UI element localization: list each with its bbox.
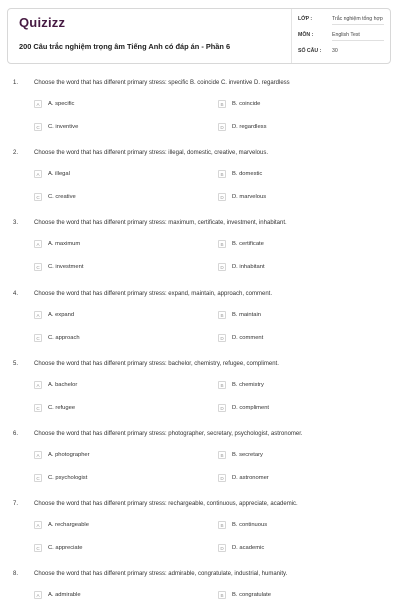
question-number: 5.	[13, 360, 19, 367]
answer-checkbox[interactable]: D	[218, 544, 226, 552]
answer-label: B. chemistry	[232, 381, 264, 388]
answer-label: C. psychologist	[48, 475, 88, 481]
answer-label: A. bachelor	[48, 381, 78, 388]
answer-checkbox[interactable]: B	[218, 451, 226, 459]
answer-label: B. certificate	[232, 241, 264, 248]
answer-checkbox[interactable]: B	[218, 311, 226, 319]
answer-label: D. astronomer	[232, 475, 269, 481]
answer-checkbox[interactable]: B	[218, 170, 226, 178]
answer-label: B. domestic	[232, 171, 263, 178]
question-number: 1.	[13, 80, 19, 86]
answer-label: B. coincide	[232, 101, 261, 107]
answer-label: B. maintain	[232, 311, 261, 318]
answer-label: A. expand	[48, 311, 75, 318]
answer-label: D. regardless	[232, 124, 267, 130]
answer-label: C. approach	[48, 334, 80, 341]
answer-checkbox[interactable]: B	[218, 521, 226, 529]
answer-checkbox[interactable]: A	[34, 451, 42, 459]
question-number: 6.	[13, 431, 19, 437]
answer-label: D. marvelous	[232, 194, 267, 201]
answer-checkbox[interactable]: A	[34, 240, 42, 248]
answer-label: C. inventive	[48, 124, 79, 130]
answer-label: A. photographer	[48, 452, 90, 458]
question-text: Choose the word that has different primary stress: rechargeable, continuous, appreciate, academic.	[34, 501, 298, 508]
answer-checkbox[interactable]: D	[218, 474, 226, 482]
answer-checkbox[interactable]: B	[218, 100, 226, 108]
answer-checkbox[interactable]: B	[218, 591, 226, 599]
answer-checkbox[interactable]: C	[34, 334, 42, 342]
answer-label: D. inhabitant	[232, 264, 265, 271]
answer-checkbox[interactable]: B	[218, 240, 226, 248]
answer-checkbox[interactable]: A	[34, 521, 42, 529]
answer-checkbox[interactable]: C	[34, 123, 42, 131]
meta-underline	[332, 40, 384, 41]
question-text: Choose the word that has different primary stress: admirable, congratulate, industrial, humanity.	[34, 571, 288, 578]
answer-label: D. comment	[232, 334, 264, 341]
question-text: Choose the word that has different primary stress: maximum, certificate, investment, inhabitant.	[34, 220, 287, 227]
meta-subject-value: English Test	[332, 32, 360, 38]
question-number: 7.	[13, 501, 19, 508]
answer-checkbox[interactable]: A	[34, 591, 42, 599]
meta-underline	[332, 24, 384, 25]
meta-count-value: 30	[332, 48, 338, 54]
answer-label: C. creative	[48, 194, 76, 201]
answer-checkbox[interactable]: A	[34, 381, 42, 389]
answer-label: D. academic	[232, 545, 265, 552]
header-divider	[291, 9, 292, 63]
question-text: Choose the word that has different primary stress: expand, maintain, approach, comment.	[34, 290, 273, 297]
answer-label: B. continuous	[232, 522, 268, 529]
answer-checkbox[interactable]: B	[218, 381, 226, 389]
answer-checkbox[interactable]: D	[218, 263, 226, 271]
answer-label: B. congratulate	[232, 592, 271, 599]
answer-label: A. illegal	[48, 171, 70, 178]
answer-checkbox[interactable]: D	[218, 123, 226, 131]
answer-checkbox[interactable]: C	[34, 193, 42, 201]
worksheet-header	[7, 8, 391, 64]
answer-checkbox[interactable]: A	[34, 100, 42, 108]
meta-count-label: SỐ CÂU :	[298, 48, 322, 54]
answer-checkbox[interactable]: A	[34, 311, 42, 319]
answer-checkbox[interactable]: A	[34, 170, 42, 178]
question-number: 2.	[13, 150, 19, 157]
answer-label: A. admirable	[48, 592, 81, 599]
answer-label: B. secretary	[232, 452, 263, 458]
answer-label: A. maximum	[48, 241, 81, 248]
question-text: Choose the word that has different primary stress: bachelor, chemistry, refugee, compliment.	[34, 360, 279, 367]
answer-checkbox[interactable]: C	[34, 474, 42, 482]
answer-checkbox[interactable]: C	[34, 404, 42, 412]
answer-checkbox[interactable]: D	[218, 404, 226, 412]
meta-class-value: Trắc nghiệm tổng hợp	[332, 16, 383, 22]
answer-checkbox[interactable]: C	[34, 544, 42, 552]
answer-checkbox[interactable]: C	[34, 263, 42, 271]
question-number: 8.	[13, 571, 19, 578]
answer-label: C. investment	[48, 264, 84, 271]
meta-subject-label: MÔN :	[298, 32, 314, 38]
answer-label: D. compliment	[232, 404, 270, 411]
question-text: Choose the word that has different primary stress: photographer, secretary, psychologist, astronomer.	[34, 431, 303, 437]
answer-checkbox[interactable]: D	[218, 334, 226, 342]
answer-label: C. appreciate	[48, 545, 83, 552]
question-text: Choose the word that has different primary stress: illegal, domestic, creative, marvelous.	[34, 150, 268, 157]
answer-label: A. rechargeable	[48, 522, 89, 529]
question-number: 3.	[13, 220, 19, 227]
worksheet-title: 200 Câu trắc nghiệm trọng âm Tiếng Anh có đáp án - Phần 6	[19, 42, 231, 51]
meta-class-label: LỚP :	[298, 16, 313, 22]
question-number: 4.	[13, 290, 19, 297]
answer-label: C. refugee	[48, 404, 76, 411]
quizizz-logo[interactable]: Quizizz	[19, 15, 66, 30]
answer-checkbox[interactable]: D	[218, 193, 226, 201]
answer-label: A. specific	[48, 101, 75, 107]
question-text: Choose the word that has different primary stress: specific B. coincide C. inventive D. regardless	[34, 80, 290, 86]
